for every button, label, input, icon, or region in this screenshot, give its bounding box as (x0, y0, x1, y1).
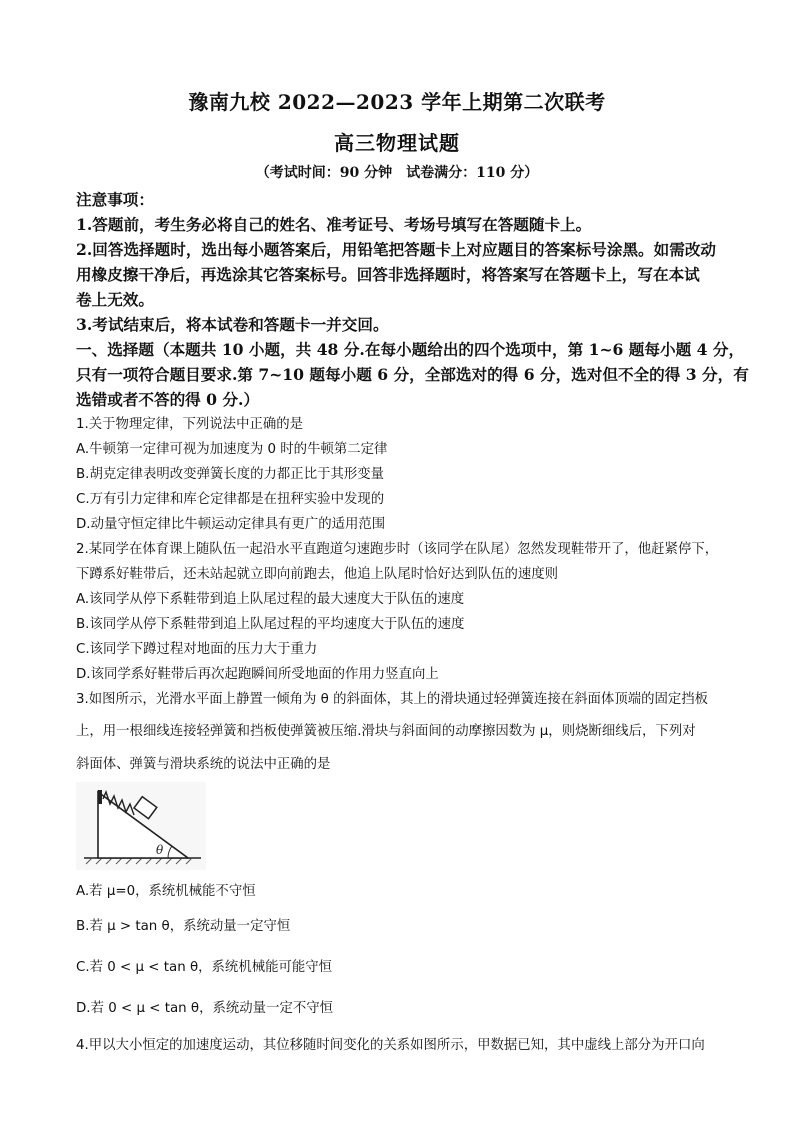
question-1-option-c: C.万有引力定律和库仑定律都是在扭秤实验中发现的 (76, 492, 385, 507)
notes-heading: 注意事项： (76, 190, 154, 209)
incline-spring-figure (76, 782, 206, 870)
notes-item: 1.答题前，考生务必将自己的姓名、准考证号、考场号填写在答题随卡上。 (76, 215, 592, 234)
notes-item: 用橡皮擦干净后，再选涂其它答案标号。回答非选择题时，将答案写在答题卡上，写在本试 (76, 265, 700, 284)
question-3-stem: 斜面体、弹簧与滑块系统的说法中正确的是 (76, 757, 331, 772)
question-2-option-b: B.该同学从停下系鞋带到追上队尾过程的平均速度大于队伍的速度 (76, 617, 465, 632)
question-2-option-d: D.该同学系好鞋带后再次起跑瞬间所受地面的作用力竖直向上 (76, 667, 439, 682)
question-3-stem: 3.如图所示，光滑水平面上静置一倾角为 θ 的斜面体，其上的滑块通过轻弹簧连接在斜面体顶端的固定挡板 (76, 692, 709, 707)
question-2-option-a: A.该同学从停下系鞋带到追上队尾过程的最大速度大于队伍的速度 (76, 592, 465, 607)
exam-title: 豫南九校 2022—2023 学年上期第二次联考 (188, 90, 606, 114)
fixed-baffle (98, 790, 102, 804)
angle-label: θ (156, 843, 164, 857)
notes-item: 3.考试结束后，将本试卷和答题卡一并交回。 (76, 315, 389, 334)
question-2-stem: 2.某同学在体育课上随队伍一起沿水平直跑道匀速跑步时（该同学在队尾）忽然发现鞋带开了，他赶紧停下， (76, 542, 719, 557)
question-2-option-c: C.该同学下蹲过程对地面的压力大于重力 (76, 642, 318, 657)
section-heading: 一、选择题（本题共 10 小题，共 48 分.在每小题给出的四个选项中，第 1~6 题每小题 4 分， (76, 340, 745, 359)
exam-subtitle: 高三物理试题 (334, 131, 460, 155)
question-3-option-c: C.若 0 < μ < tan θ，系统机械能可能守恒 (76, 960, 333, 975)
question-1-stem: 1.关于物理定律，下列说法中正确的是 (76, 417, 304, 432)
question-1-option-d: D.动量守恒定律比牛顿运动定律具有更广的适用范围 (76, 517, 386, 532)
question-1-option-a: A.牛顿第一定律可视为加速度为 0 时的牛顿第二定律 (76, 442, 388, 457)
question-3-option-d: D.若 0 < μ < tan θ，系统动量一定不守恒 (76, 1001, 334, 1016)
exam-info: （考试时间：90 分钟 试卷满分：110 分） (255, 165, 539, 181)
question-3-stem: 上，用一根细线连接轻弹簧和挡板使弹簧被压缩.滑块与斜面间的动摩擦因数为 μ，则烧断细线后，下列对 (76, 724, 696, 739)
question-3-option-a: A.若 μ=0，系统机械能不守恒 (76, 884, 256, 899)
section-heading: 只有一项符合题目要求.第 7~10 题每小题 6 分，全部选对的得 6 分，选对但不全的得 3 分，有 (76, 365, 749, 384)
section-heading: 选错或者不答的得 0 分.） (76, 390, 260, 409)
question-4-stem: 4.甲以大小恒定的加速度运动，其位移随时间变化的关系如图所示，甲数据已知，其中虚线上部分为开口向 (76, 1038, 705, 1053)
question-1-option-b: B.胡克定律表明改变弹簧长度的力都正比于其形变量 (76, 467, 385, 482)
notes-item: 卷上无效。 (76, 290, 154, 309)
question-2-stem: 下蹲系好鞋带后，还未站起就立即向前跑去，他追上队尾时恰好达到队伍的速度则 (76, 567, 559, 582)
question-3-option-b: B.若 μ > tan θ，系统动量一定守恒 (76, 919, 291, 934)
notes-item: 2.回答选择题时，选出每小题答案后，用铅笔把答题卡上对应题目的答案标号涂黑。如需改动 (76, 240, 717, 259)
